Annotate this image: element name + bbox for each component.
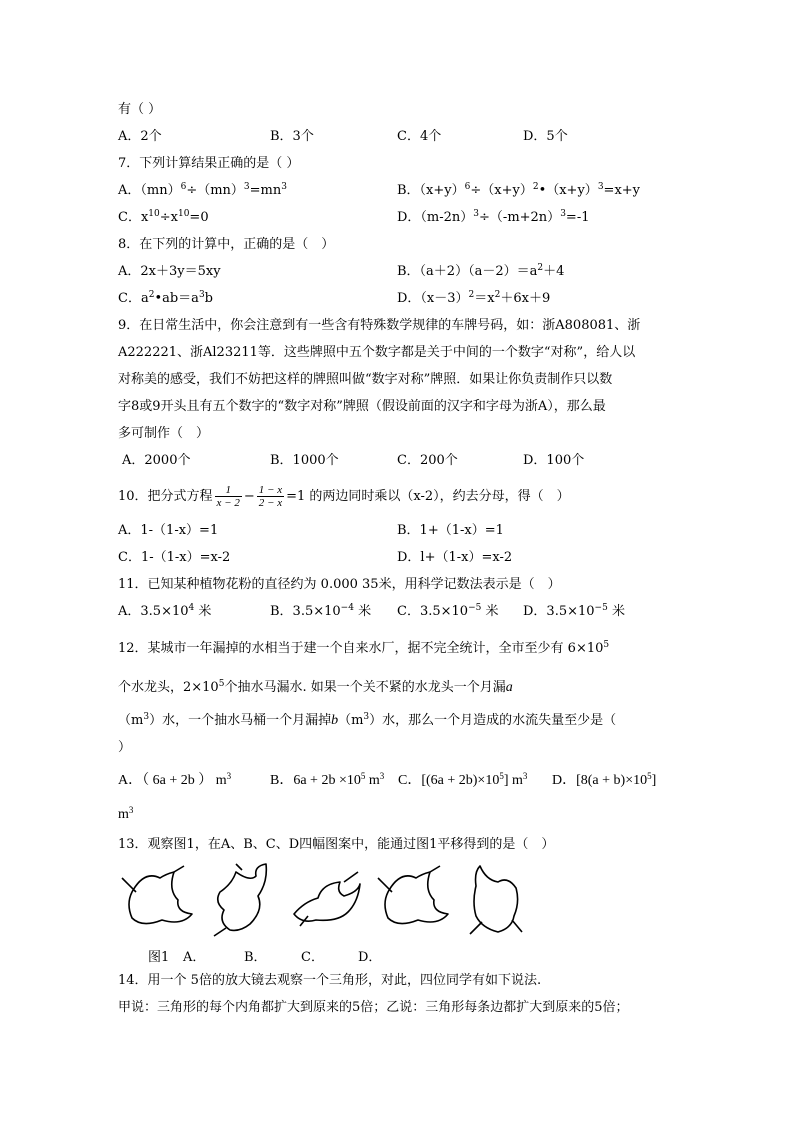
q7-c-mid: ÷x [159,210,178,225]
q7-b-mid1: ÷（x+y） [470,183,533,198]
q7-b-exp2: 2 [532,182,539,192]
q8-stem: 8．在下列的计算中，正确的是（ ） [118,237,335,252]
q7-option-d [397,209,589,227]
q7-c-prefix: C．x [118,210,149,225]
q7-c-exp1: 10 [148,209,160,219]
q12-line3-b: ）水，一个抽水马桶一个月漏掉 [149,713,332,728]
q11-d-prefix: D．3.5×10 [523,604,595,619]
q7-option-a [118,182,287,200]
figure-b-shape [294,872,360,926]
q7-c-exp2: 10 [177,209,190,219]
q8-b-prefix: B．（a＋2）（a－2）＝a [397,264,538,279]
q10-fraction-2 [257,484,284,509]
q13-figures [118,862,528,942]
q9-line-3: 对称美的感受，我们不妨把这样的牌照叫做“数字对称”牌照．如果让你负责制作只以数 [118,372,613,387]
q12-b-text: B．6a + 2b ×10 [270,773,361,788]
q7-option-b [397,182,640,200]
q7-b-tail: =x+y [603,183,641,198]
q12-c-text: C．[(6a + 2b)×10 [398,773,500,788]
q12-line3-a: （m [118,713,144,728]
q6-option-b: B．3个 [270,129,314,144]
q12-d-tail: ] [651,773,657,788]
q11-option-d [523,603,625,621]
q7-a-mid: ÷（mn） [186,183,244,198]
q8-b-exp: 2 [537,263,544,273]
q12-option-c [398,772,527,790]
q8-option-d [397,290,550,308]
q11-option-c [397,603,498,621]
q10-prefix: 10．把分式方程 [118,489,213,504]
q7-a-exp1: 6 [180,182,187,192]
q7-b-prefix: B．（x+y） [397,183,465,198]
q7-d-mid: ÷（-m+2n） [479,210,561,225]
q12-line-2 [118,679,513,697]
q14-line-2: 甲说：三角形的每个内角都扩大到原来的5倍；乙说：三角形每条边都扩大到原来的5倍； [118,1000,629,1015]
figure-label-b: B． [244,950,267,965]
q8-d-mid: ＝x [474,291,495,306]
q10-minus: − [243,489,255,504]
q12-line-3 [118,712,616,730]
q12-line3-d: ）水，那么一个月造成的水流失量至少是（ [369,713,617,728]
q9-option-c: C．200个 [397,453,458,468]
q7-b-exp1: 6 [464,182,471,192]
q8-option-c [118,290,213,308]
q12-option-b [270,772,384,790]
q11-c-unit: 米 [481,604,499,619]
q12-a-exp: 3 [226,771,232,781]
q13-stem: 13．观察图1，在A、B、C、D四幅图案中，能通过图1平移得到的是（ ） [118,837,555,852]
q11-option-b [270,603,371,621]
q11-d-unit: 米 [607,604,625,619]
q8-c-mid: •ab＝a [154,291,199,306]
q7-b-exp3: 3 [597,182,604,192]
q9-line-4: 字8或9开头且有五个数字的“数字对称”牌照（假设前面的汉字和字母为浙A），那么最 [118,399,606,414]
q12-option-d [552,772,656,790]
q8-c-exp2: 3 [198,290,205,300]
q8-option-a: A．2x＋3y＝5xy [118,264,221,279]
figure-label-1: 图1 [148,950,170,965]
q11-b-prefix: B．3.5×10 [270,604,341,619]
q12-line2-b: 个抽水马漏水. 如果一个关不紧的水龙头一个月漏 [224,680,506,695]
q12-line3-exp1: 3 [143,712,150,722]
q10-f2-denominator: 2 − x [258,497,283,509]
q12-line2-a: 个水龙头，2×10 [118,680,219,695]
q12-line-4: ） [118,740,132,755]
figure-1-shape [122,866,192,924]
q12-line1-exp: 5 [603,640,610,650]
figure-label-c: C． [301,950,324,965]
q10-option-a: A．1-（1-x）=1 [118,523,219,538]
q12-line6-exp: 3 [128,805,134,815]
q8-c-prefix: C．a [118,291,149,306]
q12-b-exp: 5 [360,771,366,781]
q12-d-exp: 5 [647,771,652,781]
q9-option-b: B．1000个 [270,453,339,468]
q12-c-tail: ] m [503,773,523,788]
q12-c-unit-exp: 3 [522,771,528,781]
q7-d-tail: =-1 [565,210,590,225]
q10-fraction-1 [215,484,242,509]
q8-d-tail: ＋6x＋9 [500,291,551,306]
q12-line3-c: （m [338,713,364,728]
q12-line1-text: 12．某城市一年漏掉的水相当于建一个自来水厂，据不完全统计，全市至少有 6×10 [118,641,604,656]
q12-line3-var: b [331,713,339,728]
q11-b-exp: −4 [340,603,354,613]
q12-line-6 [118,806,133,824]
q10-f2-numerator: 1 − x [258,484,283,496]
figure-label-a: A． [183,950,206,965]
q11-a-exp: 4 [188,603,195,613]
q9-line-1: 9．在日常生活中，你会注意到有一些含有特殊数学规律的车牌号码，如：浙A808081、浙 [118,318,641,333]
q6-option-a: A．2个 [118,129,162,144]
q9-line-5: 多可制作（ ） [118,426,210,441]
q11-a-unit: 米 [194,604,212,619]
q9-option-d: D．100个 [523,453,585,468]
q10-f1-numerator: 1 [215,484,242,497]
q7-d-exp1: 3 [473,209,480,219]
q7-c-tail: =0 [189,210,209,225]
q12-line-1 [118,640,609,658]
q11-option-a [118,603,211,621]
q7-a-tail: =mn [249,183,282,198]
q14-line-1: 14．用一个 5倍的放大镜去观察一个三角形，对此，四位同学有如下说法. [118,973,542,988]
q11-stem: 11．已知某种植物花粉的直径约为 0.000 35米，用科学记数法表示是（ ） [118,577,561,592]
q10-option-c: C．1-（1-x）=x-2 [118,550,231,565]
q6-option-d: D．5个 [523,129,568,144]
q12-d-text: D．[8(a + b)×10 [552,773,648,788]
q9-option-a: A．2000个 [122,453,191,468]
q12-line6-text: m [118,807,129,822]
q8-d-exp2: 2 [494,290,501,300]
q7-d-prefix: D．（m-2n） [397,210,474,225]
q8-d-exp1: 2 [468,290,475,300]
q7-d-exp2: 3 [560,209,566,219]
q12-line2-exp: 5 [218,679,225,689]
q12-b-unit: m [365,773,380,788]
q7-a-exp3: 3 [281,182,287,192]
q12-b-unit-exp: 3 [379,771,385,781]
figure-c-shape [378,866,448,924]
q8-d-prefix: D．（x－3） [397,291,469,306]
q7-b-mid2: •（x+y） [538,183,598,198]
figure-d-shape [470,866,522,934]
q11-b-unit: 米 [353,604,372,619]
q9-line-2: A222221、浙Al23211等．这些牌照中五个数字都是关于中间的一个数字“对称”，给人以 [118,345,636,360]
q10-option-b: B．1+（1-x）=1 [397,523,504,538]
q12-a-text: A．（ 6a + 2b ） m [118,773,227,788]
q8-c-exp1: 2 [148,290,155,300]
q10-stem [118,482,570,512]
q11-c-prefix: C．3.5×10 [397,604,469,619]
q12-line3-exp2: 3 [363,712,370,722]
q8-b-tail: ＋4 [543,264,565,279]
q7-stem: 7．下列计算结果正确的是（ ） [118,156,300,171]
q11-d-exp: −5 [594,603,608,613]
q10-suffix: =1 的两边同时乘以（x-2），约去分母，得（ ） [286,489,570,504]
q6-option-c: C．4个 [397,129,442,144]
q11-a-prefix: A．3.5×10 [118,604,189,619]
q8-c-tail: b [204,291,213,306]
q12-option-a [118,772,231,790]
figure-label-d: D． [358,950,382,965]
figure-a-shape [214,864,266,936]
q7-a-exp2: 3 [243,182,250,192]
q8-option-b [397,263,564,281]
q12-line2-var: a [505,680,513,695]
q6-stem-tail: 有（ ） [118,102,162,117]
q10-f1-denominator: x − 2 [216,497,240,509]
q11-c-exp: −5 [468,603,482,613]
q10-option-d: D．l+（1-x）=x-2 [397,550,513,565]
q7-option-c [118,209,209,227]
q12-c-exp: 5 [499,771,504,781]
q7-a-prefix: A．（mn） [118,183,181,198]
